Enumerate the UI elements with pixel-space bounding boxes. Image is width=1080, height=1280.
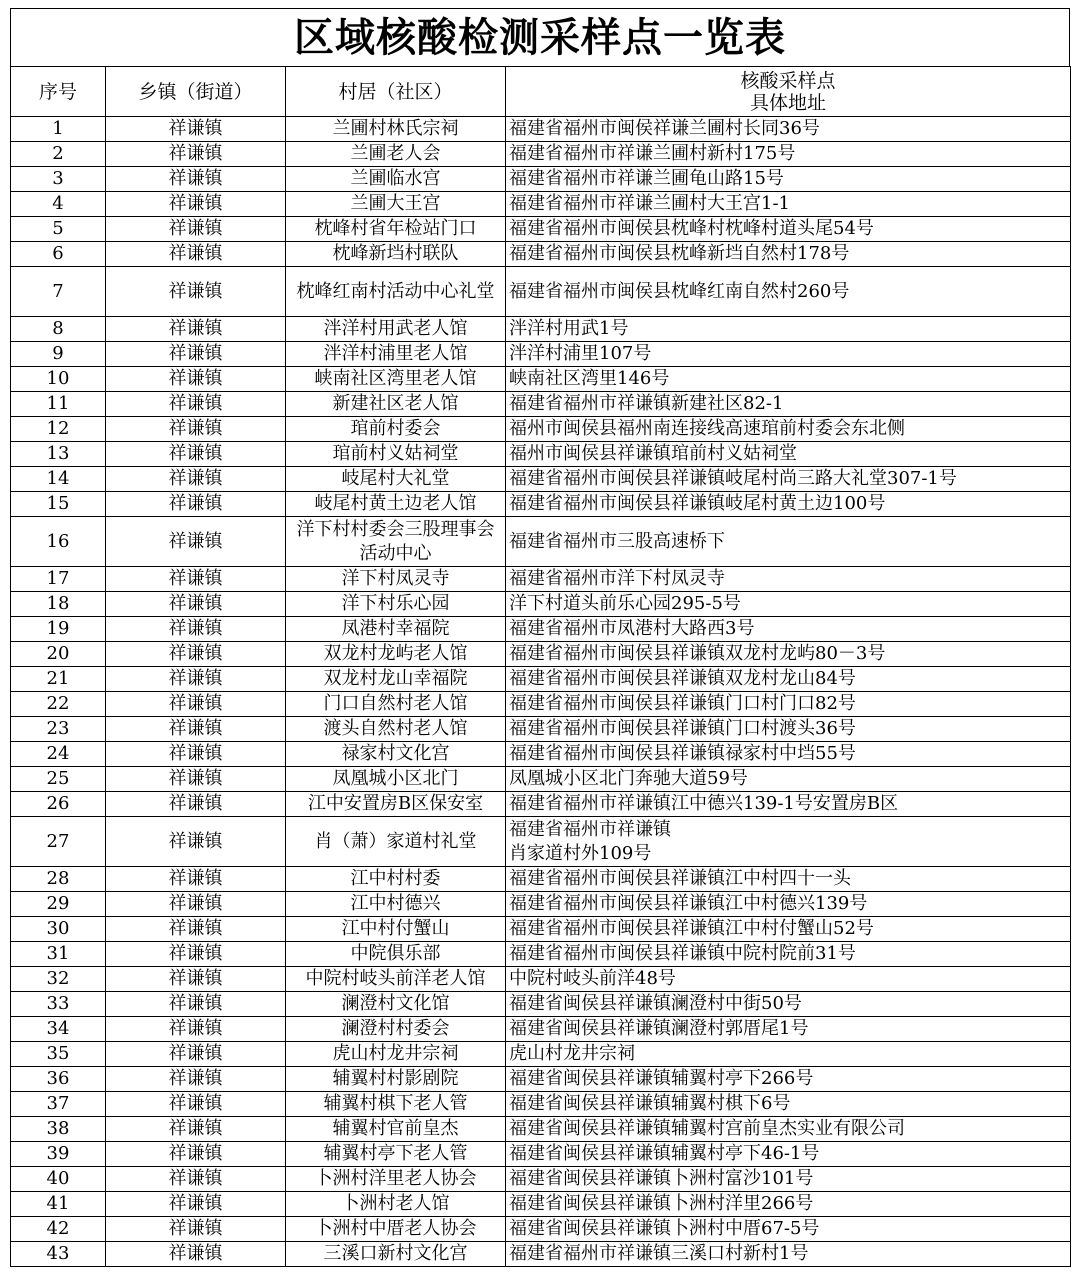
cell-address: 福建省闽侯县祥谦镇辅翼村宫前皇杰实业有限公司 bbox=[506, 1117, 1071, 1142]
cell-seq: 41 bbox=[11, 1192, 106, 1217]
cell-town: 祥谦镇 bbox=[106, 642, 286, 667]
cell-town: 祥谦镇 bbox=[106, 592, 286, 617]
cell-address: 峡南社区湾里146号 bbox=[506, 367, 1071, 392]
table-row bbox=[11, 817, 1071, 867]
cell-village: 琯前村委会 bbox=[286, 417, 506, 442]
cell-town: 祥谦镇 bbox=[106, 667, 286, 692]
table-row bbox=[11, 867, 1071, 892]
cell-seq: 4 bbox=[11, 192, 106, 217]
cell-address: 福建省福州市凤港村大路西3号 bbox=[506, 617, 1071, 642]
cell-seq: 26 bbox=[11, 792, 106, 817]
cell-village: 凤港村幸福院 bbox=[286, 617, 506, 642]
cell-address: 福建省福州市闽侯县祥谦镇双龙村龙屿80－3号 bbox=[506, 642, 1071, 667]
table-row bbox=[11, 967, 1071, 992]
cell-seq: 9 bbox=[11, 342, 106, 367]
cell-village: 新建社区老人馆 bbox=[286, 392, 506, 417]
cell-address: 福建省闽侯县祥谦镇辅翼村棋下6号 bbox=[506, 1092, 1071, 1117]
cell-town: 祥谦镇 bbox=[106, 792, 286, 817]
cell-town: 祥谦镇 bbox=[106, 767, 286, 792]
cell-village: 中院村岐头前洋老人馆 bbox=[286, 967, 506, 992]
cell-town: 祥谦镇 bbox=[106, 692, 286, 717]
cell-address: 福建省福州市祥谦兰圃村新村175号 bbox=[506, 142, 1071, 167]
cell-address: 福建省福州市闽侯县祥谦镇门口村渡头36号 bbox=[506, 717, 1071, 742]
cell-town: 祥谦镇 bbox=[106, 967, 286, 992]
cell-town: 祥谦镇 bbox=[106, 317, 286, 342]
cell-town: 祥谦镇 bbox=[106, 1092, 286, 1117]
cell-seq: 16 bbox=[11, 517, 106, 567]
cell-town: 祥谦镇 bbox=[106, 1242, 286, 1267]
table-row bbox=[11, 642, 1071, 667]
table-row bbox=[11, 1142, 1071, 1167]
cell-town: 祥谦镇 bbox=[106, 892, 286, 917]
table-row bbox=[11, 392, 1071, 417]
cell-village: 江中村付蟹山 bbox=[286, 917, 506, 942]
cell-address: 福建省闽侯县祥谦镇卜洲村中厝67-5号 bbox=[506, 1217, 1071, 1242]
table-row bbox=[11, 717, 1071, 742]
cell-address: 福建省福州市祥谦兰圃村大王宫1-1 bbox=[506, 192, 1071, 217]
cell-seq: 5 bbox=[11, 217, 106, 242]
cell-seq: 43 bbox=[11, 1242, 106, 1267]
cell-village: 泮洋村浦里老人馆 bbox=[286, 342, 506, 367]
cell-seq: 36 bbox=[11, 1067, 106, 1092]
cell-town: 祥谦镇 bbox=[106, 342, 286, 367]
table-row bbox=[11, 467, 1071, 492]
cell-address: 福建省福州市闽侯县祥谦镇江中村付蟹山52号 bbox=[506, 917, 1071, 942]
cell-address: 福建省福州市祥谦镇三溪口村新村1号 bbox=[506, 1242, 1071, 1267]
cell-town: 祥谦镇 bbox=[106, 517, 286, 567]
cell-village: 渡头自然村老人馆 bbox=[286, 717, 506, 742]
cell-village: 辅翼村亭下老人管 bbox=[286, 1142, 506, 1167]
cell-village: 泮洋村用武老人馆 bbox=[286, 317, 506, 342]
cell-village: 枕峰新垱村联队 bbox=[286, 242, 506, 267]
cell-seq: 23 bbox=[11, 717, 106, 742]
cell-seq: 8 bbox=[11, 317, 106, 342]
cell-address: 福建省福州市闽侯县祥谦镇中院村院前31号 bbox=[506, 942, 1071, 967]
cell-address: 虎山村龙井宗祠 bbox=[506, 1042, 1071, 1067]
cell-seq: 31 bbox=[11, 942, 106, 967]
table-row bbox=[11, 992, 1071, 1017]
cell-town: 祥谦镇 bbox=[106, 417, 286, 442]
cell-village: 兰圃大王宫 bbox=[286, 192, 506, 217]
header-address bbox=[506, 67, 1071, 117]
cell-village: 岐尾村大礼堂 bbox=[286, 467, 506, 492]
table-row bbox=[11, 592, 1071, 617]
cell-seq: 1 bbox=[11, 117, 106, 142]
cell-seq: 20 bbox=[11, 642, 106, 667]
cell-seq: 35 bbox=[11, 1042, 106, 1067]
cell-town: 祥谦镇 bbox=[106, 442, 286, 467]
table-row bbox=[11, 767, 1071, 792]
table-row bbox=[11, 317, 1071, 342]
header-address-line1: 核酸采样点 bbox=[740, 69, 836, 92]
header-town: 乡镇（街道） bbox=[106, 67, 286, 117]
cell-address: 凤凰城小区北门奔驰大道59号 bbox=[506, 767, 1071, 792]
table-row bbox=[11, 217, 1071, 242]
cell-address: 福建省闽侯县祥谦镇卜洲村富沙101号 bbox=[506, 1167, 1071, 1192]
cell-village: 澜澄村村委会 bbox=[286, 1017, 506, 1042]
table-row bbox=[11, 367, 1071, 392]
cell-address: 福建省福州市闽侯县祥谦镇门口村门口82号 bbox=[506, 692, 1071, 717]
cell-address: 泮洋村用武1号 bbox=[506, 317, 1071, 342]
table-row bbox=[11, 167, 1071, 192]
table-row bbox=[11, 492, 1071, 517]
cell-village: 兰圃老人会 bbox=[286, 142, 506, 167]
cell-village: 禄家村文化宫 bbox=[286, 742, 506, 767]
cell-town: 祥谦镇 bbox=[106, 917, 286, 942]
cell-address: 福建省福州市闽侯县枕峰村枕峰村道头尾54号 bbox=[506, 217, 1071, 242]
cell-seq: 10 bbox=[11, 367, 106, 392]
cell-address: 泮洋村浦里107号 bbox=[506, 342, 1071, 367]
table-row bbox=[11, 517, 1071, 567]
cell-address: 福建省福州市闽侯县祥谦镇江中村德兴139号 bbox=[506, 892, 1071, 917]
cell-seq: 37 bbox=[11, 1092, 106, 1117]
cell-town: 祥谦镇 bbox=[106, 1067, 286, 1092]
cell-address: 福州市闽侯县祥谦镇琯前村义姑祠堂 bbox=[506, 442, 1071, 467]
table-row bbox=[11, 342, 1071, 367]
cell-town: 祥谦镇 bbox=[106, 942, 286, 967]
cell-seq: 22 bbox=[11, 692, 106, 717]
cell-seq: 29 bbox=[11, 892, 106, 917]
cell-address: 福建省福州市三股高速桥下 bbox=[506, 517, 1071, 567]
cell-address: 福建省福州市闽侯县祥谦镇江中村四十一头 bbox=[506, 867, 1071, 892]
sampling-sites-table bbox=[10, 66, 1071, 1267]
cell-seq: 21 bbox=[11, 667, 106, 692]
cell-address: 福建省福州市祥谦镇江中德兴139-1号安置房B区 bbox=[506, 792, 1071, 817]
cell-seq: 17 bbox=[11, 567, 106, 592]
cell-town: 祥谦镇 bbox=[106, 217, 286, 242]
header-address-line2: 具体地址 bbox=[749, 91, 826, 114]
cell-address: 福建省闽侯县祥谦镇辅翼村亭下46-1号 bbox=[506, 1142, 1071, 1167]
cell-village: 卜洲村老人馆 bbox=[286, 1192, 506, 1217]
cell-village: 虎山村龙井宗祠 bbox=[286, 1042, 506, 1067]
cell-address: 洋下村道头前乐心园295-5号 bbox=[506, 592, 1071, 617]
cell-town: 祥谦镇 bbox=[106, 1167, 286, 1192]
cell-address: 福建省福州市闽侯县枕峰新垱自然村178号 bbox=[506, 242, 1071, 267]
cell-village: 双龙村龙山幸福院 bbox=[286, 667, 506, 692]
cell-town: 祥谦镇 bbox=[106, 267, 286, 317]
cell-seq: 7 bbox=[11, 267, 106, 317]
cell-village: 肖（萧）家道村礼堂 bbox=[286, 817, 506, 867]
cell-village: 兰圃村林氏宗祠 bbox=[286, 117, 506, 142]
cell-village: 辅翼村村影剧院 bbox=[286, 1067, 506, 1092]
cell-seq: 27 bbox=[11, 817, 106, 867]
cell-seq: 32 bbox=[11, 967, 106, 992]
table-row bbox=[11, 117, 1071, 142]
cell-town: 祥谦镇 bbox=[106, 867, 286, 892]
cell-town: 祥谦镇 bbox=[106, 192, 286, 217]
cell-village: 岐尾村黄土边老人馆 bbox=[286, 492, 506, 517]
cell-address: 福建省福州市闽侯县祥谦镇岐尾村黄土边100号 bbox=[506, 492, 1071, 517]
cell-village: 枕峰村省年检站门口 bbox=[286, 217, 506, 242]
cell-address: 福建省闽侯县祥谦镇澜澄村郭厝尾1号 bbox=[506, 1017, 1071, 1042]
cell-town: 祥谦镇 bbox=[106, 117, 286, 142]
table-row bbox=[11, 1242, 1071, 1267]
cell-town: 祥谦镇 bbox=[106, 167, 286, 192]
cell-seq: 13 bbox=[11, 442, 106, 467]
cell-seq: 28 bbox=[11, 867, 106, 892]
cell-address: 福建省福州市闽侯县枕峰红南自然村260号 bbox=[506, 267, 1071, 317]
cell-village: 江中村德兴 bbox=[286, 892, 506, 917]
cell-village: 门口自然村老人馆 bbox=[286, 692, 506, 717]
cell-seq: 30 bbox=[11, 917, 106, 942]
cell-town: 祥谦镇 bbox=[106, 717, 286, 742]
page-title: 区域核酸检测采样点一览表 bbox=[10, 8, 1070, 66]
table-row bbox=[11, 242, 1071, 267]
table-row bbox=[11, 692, 1071, 717]
header-village: 村居（社区） bbox=[286, 67, 506, 117]
cell-town: 祥谦镇 bbox=[106, 1142, 286, 1167]
cell-seq: 12 bbox=[11, 417, 106, 442]
cell-town: 祥谦镇 bbox=[106, 392, 286, 417]
table-row bbox=[11, 1192, 1071, 1217]
cell-seq: 33 bbox=[11, 992, 106, 1017]
cell-address: 福建省闽侯县祥谦镇卜洲村洋里266号 bbox=[506, 1192, 1071, 1217]
cell-seq: 25 bbox=[11, 767, 106, 792]
cell-village: 峡南社区湾里老人馆 bbox=[286, 367, 506, 392]
cell-address: 中院村岐头前洋48号 bbox=[506, 967, 1071, 992]
cell-address: 福建省福州市闽侯县祥谦镇双龙村龙山84号 bbox=[506, 667, 1071, 692]
cell-town: 祥谦镇 bbox=[106, 492, 286, 517]
cell-town: 祥谦镇 bbox=[106, 567, 286, 592]
cell-town: 祥谦镇 bbox=[106, 1217, 286, 1242]
cell-seq: 15 bbox=[11, 492, 106, 517]
cell-village: 澜澄村文化馆 bbox=[286, 992, 506, 1017]
table-row bbox=[11, 267, 1071, 317]
cell-town: 祥谦镇 bbox=[106, 742, 286, 767]
cell-town: 祥谦镇 bbox=[106, 992, 286, 1017]
cell-village: 凤凰城小区北门 bbox=[286, 767, 506, 792]
cell-town: 祥谦镇 bbox=[106, 617, 286, 642]
cell-address: 福建省闽侯县祥谦镇澜澄村中街50号 bbox=[506, 992, 1071, 1017]
cell-town: 祥谦镇 bbox=[106, 467, 286, 492]
table-body bbox=[11, 117, 1071, 1267]
cell-village: 琯前村义姑祠堂 bbox=[286, 442, 506, 467]
table-row bbox=[11, 917, 1071, 942]
table-row bbox=[11, 1017, 1071, 1042]
cell-town: 祥谦镇 bbox=[106, 367, 286, 392]
table-row bbox=[11, 1217, 1071, 1242]
table-row bbox=[11, 1042, 1071, 1067]
cell-seq: 34 bbox=[11, 1017, 106, 1042]
cell-town: 祥谦镇 bbox=[106, 1042, 286, 1067]
cell-address: 福建省福州市闽侯祥谦兰圃村长同36号 bbox=[506, 117, 1071, 142]
cell-seq: 19 bbox=[11, 617, 106, 642]
cell-town: 祥谦镇 bbox=[106, 242, 286, 267]
header-seq: 序号 bbox=[11, 67, 106, 117]
cell-town: 祥谦镇 bbox=[106, 1192, 286, 1217]
cell-village: 三溪口新村文化宫 bbox=[286, 1242, 506, 1267]
cell-village: 辅翼村官前皇杰 bbox=[286, 1117, 506, 1142]
cell-town: 祥谦镇 bbox=[106, 142, 286, 167]
cell-address: 福建省福州市祥谦镇新建社区82-1 bbox=[506, 392, 1071, 417]
cell-town: 祥谦镇 bbox=[106, 817, 286, 867]
cell-town: 祥谦镇 bbox=[106, 1017, 286, 1042]
cell-village: 兰圃临水宫 bbox=[286, 167, 506, 192]
cell-address: 福建省福州市洋下村凤灵寺 bbox=[506, 567, 1071, 592]
cell-seq: 6 bbox=[11, 242, 106, 267]
cell-address: 福建省福州市祥谦兰圃龟山路15号 bbox=[506, 167, 1071, 192]
table-row bbox=[11, 617, 1071, 642]
cell-seq: 24 bbox=[11, 742, 106, 767]
cell-seq: 39 bbox=[11, 1142, 106, 1167]
cell-seq: 11 bbox=[11, 392, 106, 417]
table-row bbox=[11, 1092, 1071, 1117]
table-row bbox=[11, 192, 1071, 217]
table-row bbox=[11, 1067, 1071, 1092]
header-row bbox=[11, 67, 1071, 117]
cell-seq: 2 bbox=[11, 142, 106, 167]
cell-village: 中院俱乐部 bbox=[286, 942, 506, 967]
cell-village: 双龙村龙屿老人馆 bbox=[286, 642, 506, 667]
cell-village: 枕峰红南村活动中心礼堂 bbox=[286, 267, 506, 317]
cell-seq: 3 bbox=[11, 167, 106, 192]
table-row bbox=[11, 442, 1071, 467]
cell-address: 福州市闽侯县福州南连接线高速琯前村委会东北侧 bbox=[506, 417, 1071, 442]
table-row bbox=[11, 792, 1071, 817]
cell-address: 福建省福州市祥谦镇 肖家道村外109号 bbox=[506, 817, 1071, 867]
cell-village: 江中村村委 bbox=[286, 867, 506, 892]
cell-address: 福建省福州市闽侯县祥谦镇禄家村中垱55号 bbox=[506, 742, 1071, 767]
table-row bbox=[11, 567, 1071, 592]
table-row bbox=[11, 142, 1071, 167]
cell-village: 洋下村乐心园 bbox=[286, 592, 506, 617]
cell-seq: 40 bbox=[11, 1167, 106, 1192]
table-row bbox=[11, 667, 1071, 692]
cell-seq: 38 bbox=[11, 1117, 106, 1142]
table-row bbox=[11, 942, 1071, 967]
cell-town: 祥谦镇 bbox=[106, 1117, 286, 1142]
table-row bbox=[11, 1167, 1071, 1192]
cell-seq: 14 bbox=[11, 467, 106, 492]
cell-village: 洋下村凤灵寺 bbox=[286, 567, 506, 592]
spreadsheet bbox=[10, 8, 1070, 1267]
cell-address: 福建省福州市闽侯县祥谦镇岐尾村尚三路大礼堂307-1号 bbox=[506, 467, 1071, 492]
cell-village: 江中安置房B区保安室 bbox=[286, 792, 506, 817]
cell-village: 辅翼村棋下老人管 bbox=[286, 1092, 506, 1117]
cell-address: 福建省闽侯县祥谦镇辅翼村亭下266号 bbox=[506, 1067, 1071, 1092]
cell-seq: 42 bbox=[11, 1217, 106, 1242]
cell-village: 卜洲村中厝老人协会 bbox=[286, 1217, 506, 1242]
table-row bbox=[11, 1117, 1071, 1142]
table-row bbox=[11, 742, 1071, 767]
cell-seq: 18 bbox=[11, 592, 106, 617]
cell-village: 洋下村村委会三股理事会活动中心 bbox=[286, 517, 506, 567]
table-row bbox=[11, 417, 1071, 442]
cell-village: 卜洲村洋里老人协会 bbox=[286, 1167, 506, 1192]
table-row bbox=[11, 892, 1071, 917]
